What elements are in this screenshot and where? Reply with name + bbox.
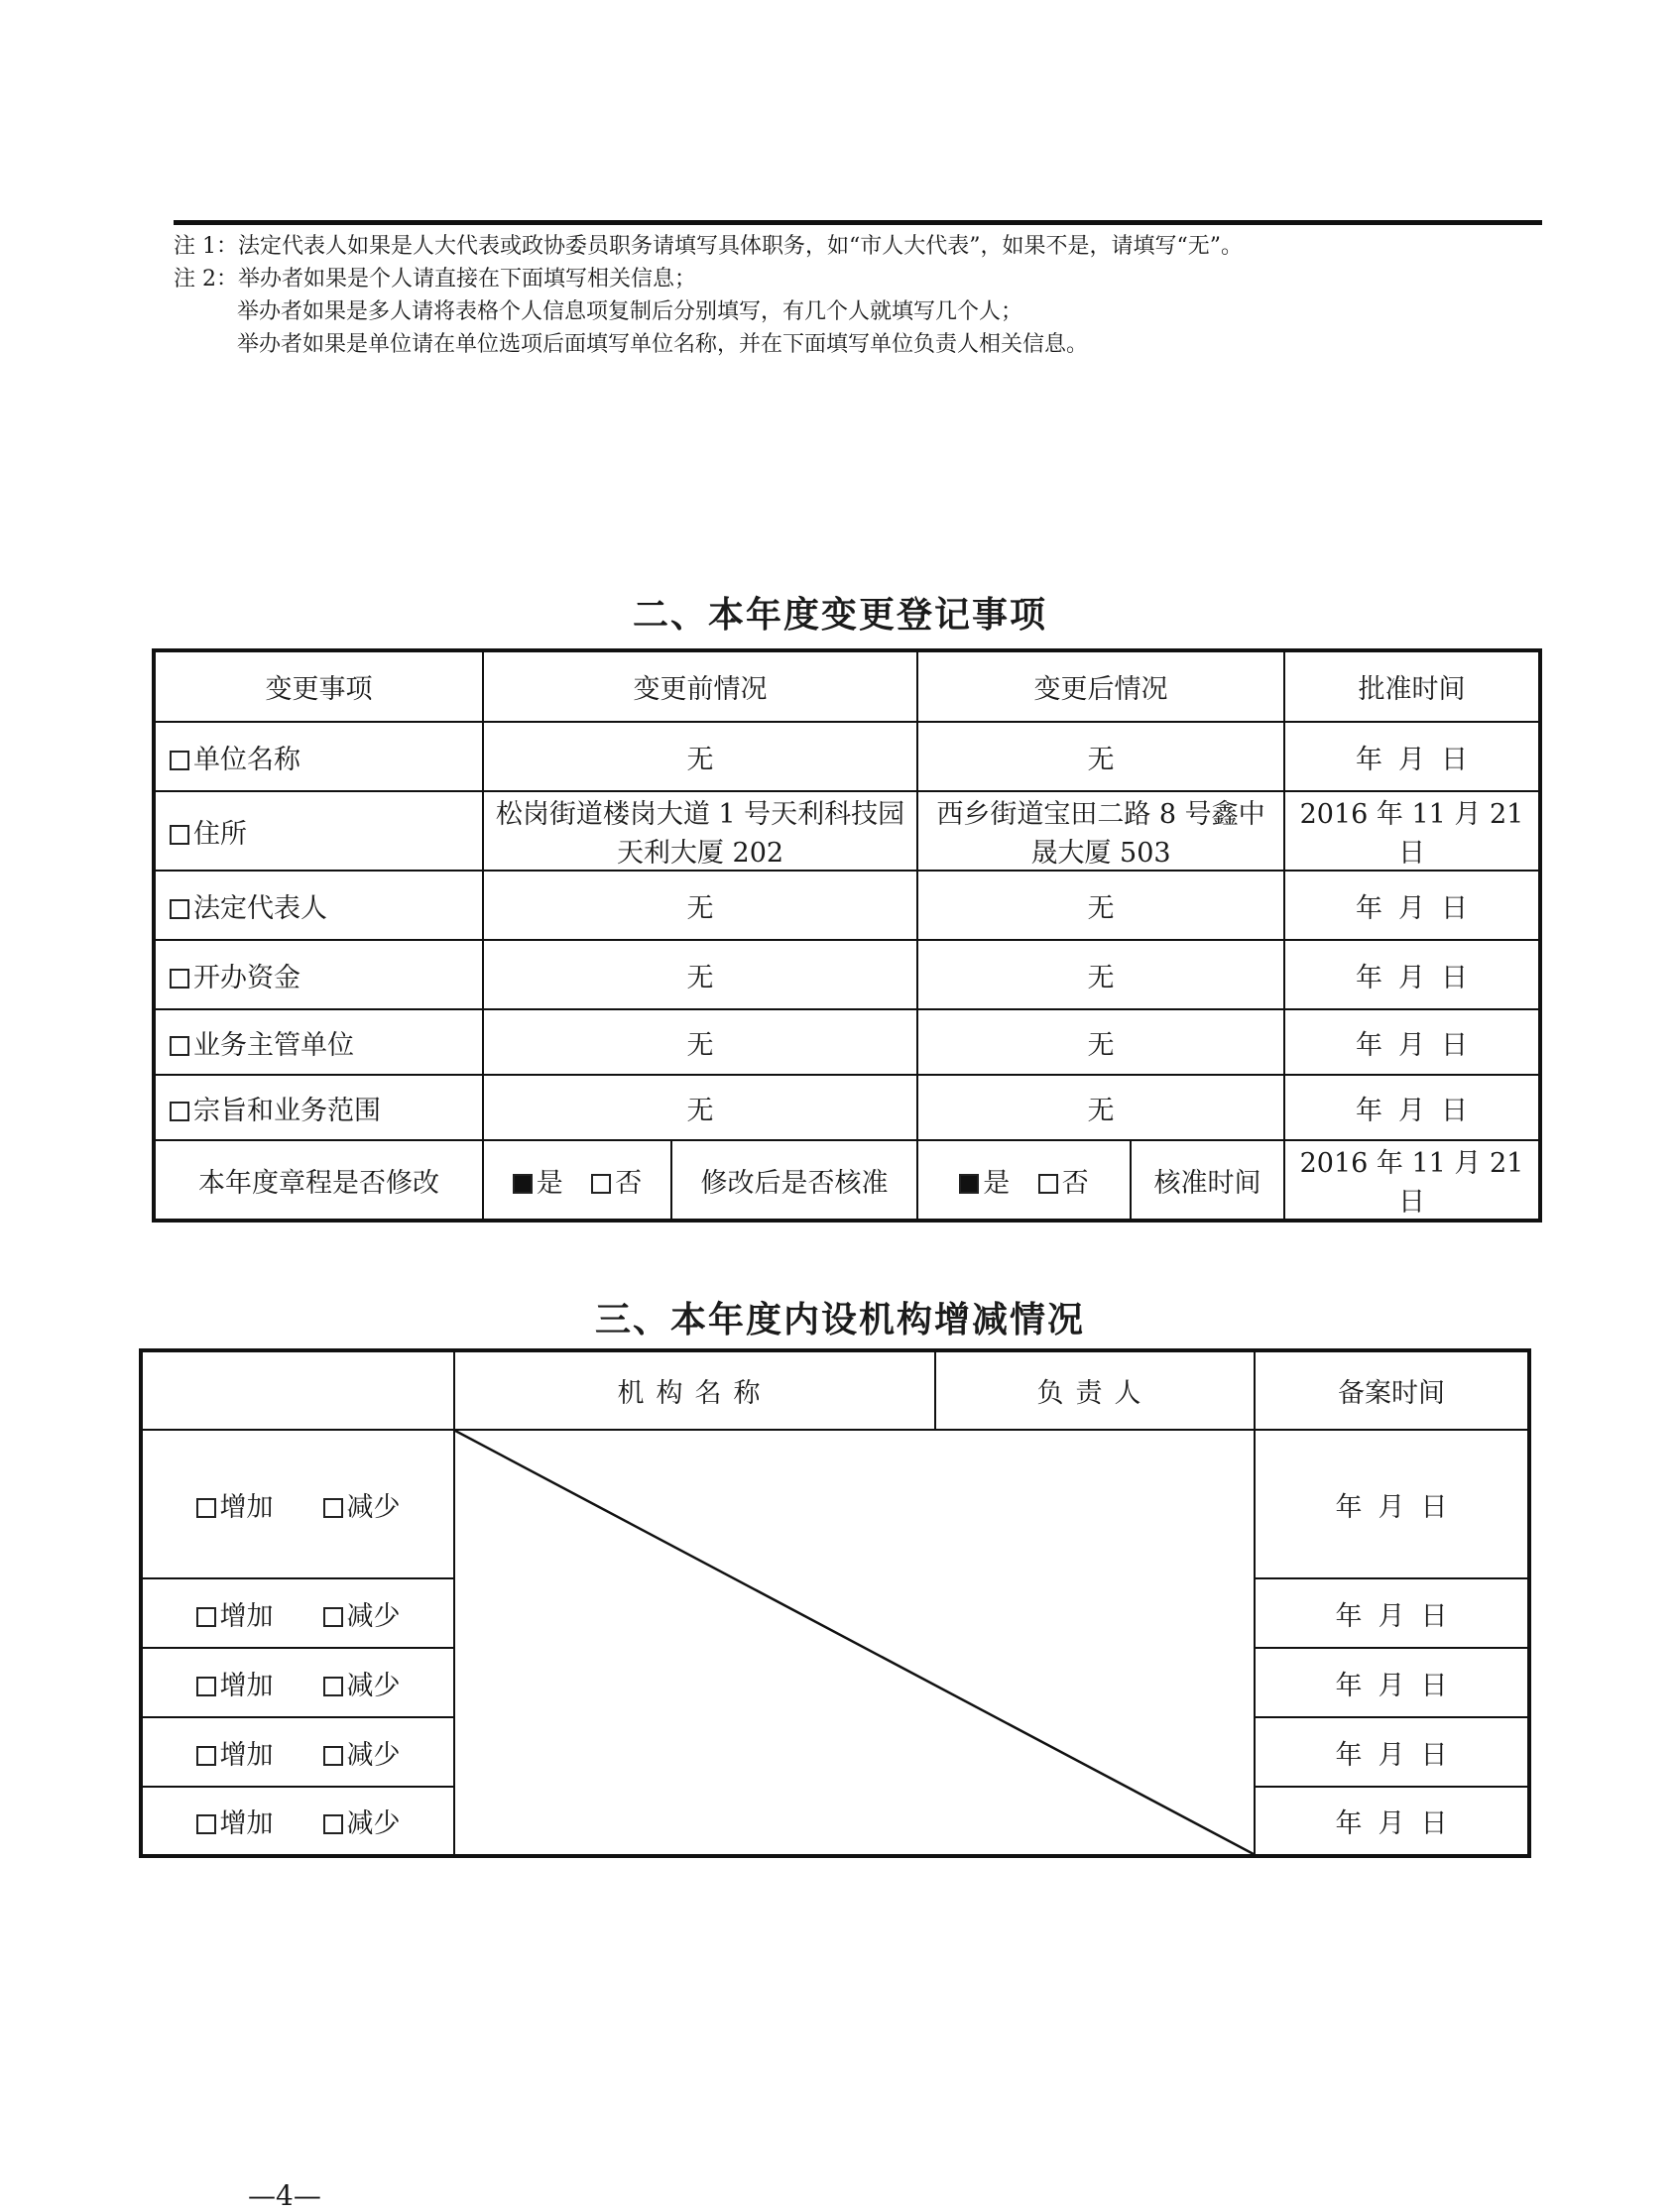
internal-org-table bbox=[139, 1348, 1531, 1858]
filing-date bbox=[1255, 1578, 1529, 1648]
year-label: 年 bbox=[1335, 1600, 1363, 1632]
checkbox-icon[interactable] bbox=[1038, 1174, 1058, 1194]
add-reduce-options bbox=[141, 1787, 454, 1856]
change-item-label: 业务主管单位 bbox=[193, 1029, 354, 1061]
month-label: 月 bbox=[1378, 1739, 1405, 1771]
checkbox-checked-icon[interactable] bbox=[513, 1174, 533, 1194]
add-option[interactable] bbox=[196, 1664, 274, 1702]
checkbox-icon[interactable] bbox=[323, 1498, 343, 1518]
before-value: 无 bbox=[483, 940, 917, 1009]
before-value: 无 bbox=[483, 1075, 917, 1140]
checkbox-icon[interactable] bbox=[170, 969, 189, 989]
month-label: 月 bbox=[1398, 744, 1425, 775]
day-label: 日 bbox=[1441, 1095, 1468, 1126]
diagonal-strike-line bbox=[455, 1431, 1254, 1854]
charter-no-option[interactable] bbox=[591, 1161, 642, 1200]
add-option[interactable] bbox=[196, 1485, 274, 1524]
charter-modified-options bbox=[483, 1140, 671, 1221]
after-value: 无 bbox=[917, 871, 1284, 940]
checkbox-icon[interactable] bbox=[196, 1498, 216, 1518]
table-row bbox=[141, 1430, 1529, 1578]
checkbox-icon[interactable] bbox=[196, 1814, 216, 1834]
after-value: 西乡街道宝田二路 8 号鑫中晟大厦 503 bbox=[917, 791, 1284, 871]
month-label: 月 bbox=[1378, 1600, 1405, 1632]
month-label: 月 bbox=[1398, 962, 1425, 993]
month-label: 月 bbox=[1378, 1491, 1405, 1523]
approved-label: 修改后是否核准 bbox=[671, 1140, 917, 1221]
add-option[interactable] bbox=[196, 1802, 274, 1840]
day-label: 日 bbox=[1441, 744, 1468, 775]
reduce-option[interactable] bbox=[323, 1594, 401, 1633]
header-approval-time: 批准时间 bbox=[1284, 650, 1540, 722]
table-row bbox=[154, 722, 1540, 791]
approval-date bbox=[1284, 1009, 1540, 1075]
checkbox-icon[interactable] bbox=[170, 825, 189, 845]
note-2-line-3: 举办者如果是单位请在单位选项后面填写单位名称，并在下面填写单位负责人相关信息。 bbox=[237, 332, 1089, 357]
after-value: 无 bbox=[917, 722, 1284, 791]
checkbox-icon[interactable] bbox=[196, 1607, 216, 1627]
add-option[interactable] bbox=[196, 1733, 274, 1772]
add-reduce-options bbox=[141, 1648, 454, 1717]
filing-date bbox=[1255, 1717, 1529, 1787]
approval-date bbox=[1284, 871, 1540, 940]
reduce-option[interactable] bbox=[323, 1733, 401, 1772]
year-label: 年 bbox=[1356, 962, 1382, 993]
approval-date bbox=[1284, 940, 1540, 1009]
checkbox-icon[interactable] bbox=[323, 1746, 343, 1766]
charter-row bbox=[154, 1140, 1540, 1221]
filing-date bbox=[1255, 1648, 1529, 1717]
day-label: 日 bbox=[1441, 1029, 1468, 1061]
reduce-label: 减少 bbox=[346, 1739, 401, 1771]
year-label: 年 bbox=[1356, 1029, 1382, 1061]
top-rule bbox=[174, 220, 1542, 225]
approved-yes-option[interactable] bbox=[959, 1161, 1010, 1200]
checkbox-icon[interactable] bbox=[170, 751, 189, 770]
reduce-option[interactable] bbox=[323, 1664, 401, 1702]
change-registration-table bbox=[152, 648, 1542, 1222]
add-label: 增加 bbox=[219, 1600, 274, 1632]
checkbox-checked-icon[interactable] bbox=[959, 1174, 979, 1194]
day-label: 日 bbox=[1420, 1739, 1448, 1771]
add-label: 增加 bbox=[219, 1739, 274, 1771]
header-blank bbox=[141, 1350, 454, 1430]
change-item-cell[interactable] bbox=[154, 1075, 483, 1140]
checkbox-icon[interactable] bbox=[170, 1036, 189, 1056]
reduce-label: 减少 bbox=[346, 1600, 401, 1632]
approval-time-label: 核准时间 bbox=[1131, 1140, 1284, 1221]
change-item-label: 法定代表人 bbox=[193, 892, 327, 924]
note-2: 注 2：举办者如果是个人请直接在下面填写相关信息； bbox=[174, 267, 696, 291]
option-label: 否 bbox=[615, 1167, 643, 1199]
table-row bbox=[154, 1009, 1540, 1075]
add-label: 增加 bbox=[219, 1491, 274, 1523]
option-label: 否 bbox=[1061, 1167, 1089, 1199]
after-value: 无 bbox=[917, 1009, 1284, 1075]
approved-no-option[interactable] bbox=[1038, 1161, 1089, 1200]
change-item-cell[interactable] bbox=[154, 871, 483, 940]
strikeout-area bbox=[454, 1430, 1255, 1856]
change-item-label: 住所 bbox=[193, 818, 247, 850]
change-item-label: 宗旨和业务范围 bbox=[193, 1095, 381, 1126]
checkbox-icon[interactable] bbox=[323, 1607, 343, 1627]
add-label: 增加 bbox=[219, 1808, 274, 1839]
add-reduce-options bbox=[141, 1430, 454, 1578]
reduce-option[interactable] bbox=[323, 1802, 401, 1840]
month-label: 月 bbox=[1378, 1808, 1405, 1839]
reduce-label: 减少 bbox=[346, 1808, 401, 1839]
day-label: 日 bbox=[1441, 962, 1468, 993]
reduce-label: 减少 bbox=[346, 1491, 401, 1523]
year-label: 年 bbox=[1335, 1808, 1363, 1839]
approval-time-value: 2016 年 11 月 21 日 bbox=[1284, 1140, 1540, 1221]
change-item-cell[interactable] bbox=[154, 1009, 483, 1075]
year-label: 年 bbox=[1335, 1739, 1363, 1771]
checkbox-icon[interactable] bbox=[196, 1677, 216, 1696]
change-item-label: 单位名称 bbox=[193, 744, 300, 775]
approved-options bbox=[917, 1140, 1131, 1221]
option-label: 是 bbox=[536, 1167, 563, 1199]
day-label: 日 bbox=[1420, 1808, 1448, 1839]
before-value: 无 bbox=[483, 722, 917, 791]
table-row bbox=[154, 871, 1540, 940]
header-filing-time: 备案时间 bbox=[1255, 1350, 1529, 1430]
checkbox-icon[interactable] bbox=[196, 1746, 216, 1766]
table-row bbox=[154, 940, 1540, 1009]
header-after: 变更后情况 bbox=[917, 650, 1284, 722]
table-header-row bbox=[141, 1350, 1529, 1430]
year-label: 年 bbox=[1335, 1491, 1363, 1523]
reduce-label: 减少 bbox=[346, 1670, 401, 1701]
checkbox-icon[interactable] bbox=[170, 899, 189, 919]
approval-date bbox=[1284, 722, 1540, 791]
header-person-in-charge: 负责人 bbox=[935, 1350, 1255, 1430]
month-label: 月 bbox=[1398, 892, 1425, 924]
checkbox-icon[interactable] bbox=[323, 1814, 343, 1834]
checkbox-icon[interactable] bbox=[170, 1102, 189, 1121]
before-value: 无 bbox=[483, 1009, 917, 1075]
filing-date bbox=[1255, 1430, 1529, 1578]
note-1: 注 1：法定代表人如果是人大代表或政协委员职务请填写具体职务，如“市人大代表”，如果不是，请填写“无”。 bbox=[174, 234, 1243, 259]
header-before: 变更前情况 bbox=[483, 650, 917, 722]
day-label: 日 bbox=[1420, 1600, 1448, 1632]
add-reduce-options bbox=[141, 1717, 454, 1787]
header-org-name: 机构名称 bbox=[454, 1350, 935, 1430]
checkbox-icon[interactable] bbox=[591, 1174, 611, 1194]
year-label: 年 bbox=[1335, 1670, 1363, 1701]
charter-label: 本年度章程是否修改 bbox=[154, 1140, 483, 1221]
add-option[interactable] bbox=[196, 1594, 274, 1633]
table-row bbox=[154, 791, 1540, 871]
add-reduce-options bbox=[141, 1578, 454, 1648]
checkbox-icon[interactable] bbox=[323, 1677, 343, 1696]
day-label: 日 bbox=[1441, 892, 1468, 924]
year-label: 年 bbox=[1356, 892, 1382, 924]
day-label: 日 bbox=[1420, 1491, 1448, 1523]
change-item-cell[interactable] bbox=[154, 791, 483, 871]
section-2-title: 二、本年度变更登记事项 bbox=[632, 595, 1047, 636]
change-item-cell[interactable] bbox=[154, 940, 483, 1009]
change-item-cell[interactable] bbox=[154, 722, 483, 791]
month-label: 月 bbox=[1378, 1670, 1405, 1701]
table-row bbox=[154, 1075, 1540, 1140]
year-label: 年 bbox=[1356, 744, 1382, 775]
notes-block bbox=[174, 230, 1243, 361]
reduce-option[interactable] bbox=[323, 1485, 401, 1524]
year-label: 年 bbox=[1356, 1095, 1382, 1126]
change-item-label: 开办资金 bbox=[193, 962, 300, 993]
note-2-line-2: 举办者如果是多人请将表格个人信息项复制后分别填写，有几个人就填写几个人； bbox=[237, 299, 1023, 324]
page-number: —4— bbox=[248, 2179, 321, 2212]
after-value: 无 bbox=[917, 940, 1284, 1009]
section-3-title: 三、本年度内设机构增减情况 bbox=[594, 1300, 1085, 1340]
approval-date: 2016 年 11 月 21 日 bbox=[1284, 791, 1540, 871]
add-label: 增加 bbox=[219, 1670, 274, 1701]
after-value: 无 bbox=[917, 1075, 1284, 1140]
charter-yes-option[interactable] bbox=[513, 1161, 563, 1200]
day-label: 日 bbox=[1420, 1670, 1448, 1701]
header-change-item: 变更事项 bbox=[154, 650, 483, 722]
table-header-row bbox=[154, 650, 1540, 722]
filing-date bbox=[1255, 1787, 1529, 1856]
before-value: 无 bbox=[483, 871, 917, 940]
approval-date bbox=[1284, 1075, 1540, 1140]
option-label: 是 bbox=[983, 1167, 1011, 1199]
before-value: 松岗街道楼岗大道 1 号天利科技园天利大厦 202 bbox=[483, 791, 917, 871]
month-label: 月 bbox=[1398, 1095, 1425, 1126]
month-label: 月 bbox=[1398, 1029, 1425, 1061]
